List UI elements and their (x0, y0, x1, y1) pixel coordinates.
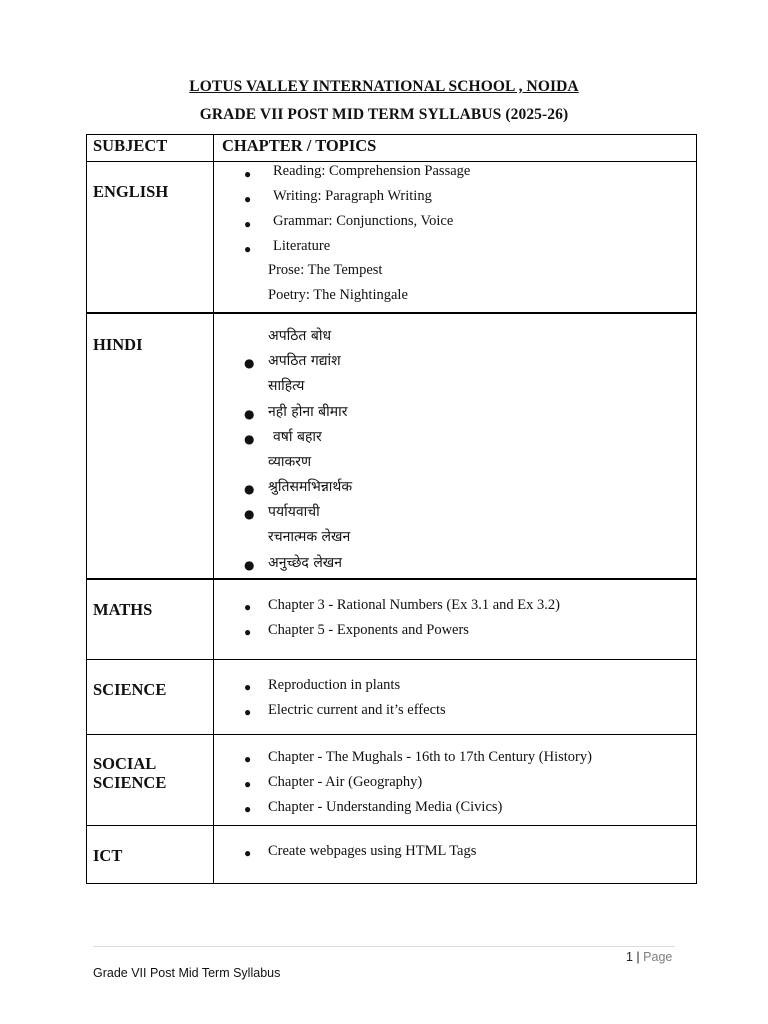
list-item: साहित्य (268, 378, 305, 394)
list-item: Create webpages using HTML Tags (268, 843, 477, 859)
table-row-ict (87, 826, 696, 883)
page-number (626, 950, 672, 964)
list-item: Chapter 3 - Rational Numbers (Ex 3.1 and Ex 3.2) (268, 597, 560, 613)
subject-social-line2: SCIENCE (93, 773, 167, 792)
syllabus-title: GRADE VII POST MID TERM SYLLABUS (2025-26) (199, 106, 569, 123)
topics-maths (214, 580, 696, 659)
list-item: अपठित गद्यांश (268, 353, 341, 369)
list-item: Chapter - Understanding Media (Civics) (268, 799, 503, 815)
footer-divider (93, 946, 675, 947)
table-row-english (87, 162, 696, 314)
list-item: अनुच्छेद लेखन (268, 555, 343, 571)
bullet-icon: ● (244, 777, 252, 791)
table-row-social-science (87, 735, 696, 826)
subject-english: ENGLISH (87, 162, 214, 312)
table-header-row (87, 135, 696, 162)
list-item: Electric current and it’s effects (268, 702, 446, 718)
bullet-icon: ● (244, 507, 255, 521)
bullet-icon: ● (244, 752, 252, 766)
subject-hindi: HINDI (87, 314, 214, 578)
topics-social-science (214, 735, 696, 825)
topics-english (214, 162, 696, 312)
list-item: Poetry: The Nightingale (268, 287, 408, 303)
column-header-topics: CHAPTER / TOPICS (222, 136, 377, 155)
list-item: Grammar: Conjunctions, Voice (273, 213, 454, 229)
table-row-hindi (87, 314, 696, 580)
list-item: व्याकरण (268, 454, 312, 470)
bullet-icon: ● (244, 217, 252, 231)
subject-maths: MATHS (87, 580, 214, 659)
footer-text: Grade VII Post Mid Term Syllabus (93, 966, 281, 980)
list-item: Literature (273, 238, 331, 254)
bullet-icon: ● (244, 482, 255, 496)
bullet-icon: ● (244, 192, 252, 206)
subject-science: SCIENCE (87, 660, 214, 734)
list-item: श्रुतिसमभिन्नार्थक (268, 479, 353, 495)
page-number-value: 1 (626, 950, 633, 964)
table-row-maths (87, 580, 696, 660)
subject-ict: ICT (87, 826, 214, 883)
syllabus-table (86, 134, 697, 884)
list-item: Writing: Paragraph Writing (273, 188, 432, 204)
bullet-icon: ● (244, 242, 252, 256)
bullet-icon: ● (244, 407, 255, 421)
topics-science (214, 660, 696, 734)
list-item: वर्षा बहार (273, 429, 322, 445)
list-item: Chapter - Air (Geography) (268, 774, 423, 790)
list-item: रचनात्मक लेखन (268, 529, 351, 545)
bullet-icon: ● (244, 802, 252, 816)
list-item: नही होना बीमार (268, 404, 348, 420)
list-item: अपठित बोध (268, 328, 332, 344)
bullet-icon: ● (244, 680, 252, 694)
list-item: पर्यायवाची (268, 504, 320, 520)
topics-hindi (214, 314, 696, 578)
list-item: Chapter - The Mughals - 16th to 17th Century (History) (268, 749, 592, 765)
school-name: LOTUS VALLEY INTERNATIONAL SCHOOL , NOIDA (189, 78, 579, 95)
list-item: Reproduction in plants (268, 677, 401, 693)
bullet-icon: ● (244, 558, 255, 572)
list-item: Prose: The Tempest (268, 262, 383, 278)
page-number-separator: | (632, 950, 644, 964)
table-row-science (87, 660, 696, 735)
bullet-icon: ● (244, 625, 252, 639)
list-item: Chapter 5 - Exponents and Powers (268, 622, 469, 638)
bullet-icon: ● (244, 600, 252, 614)
list-item: Reading: Comprehension Passage (273, 163, 471, 179)
subject-social-science (87, 735, 214, 825)
bullet-icon: ● (244, 432, 255, 446)
bullet-icon: ● (244, 705, 252, 719)
bullet-icon: ● (244, 846, 252, 860)
topics-ict (214, 826, 696, 883)
column-header-subject: SUBJECT (87, 135, 214, 161)
page-label: Page (643, 950, 673, 964)
bullet-icon: ● (244, 356, 255, 370)
subject-social-line1: SOCIAL (93, 754, 157, 773)
bullet-icon: ● (244, 167, 252, 181)
